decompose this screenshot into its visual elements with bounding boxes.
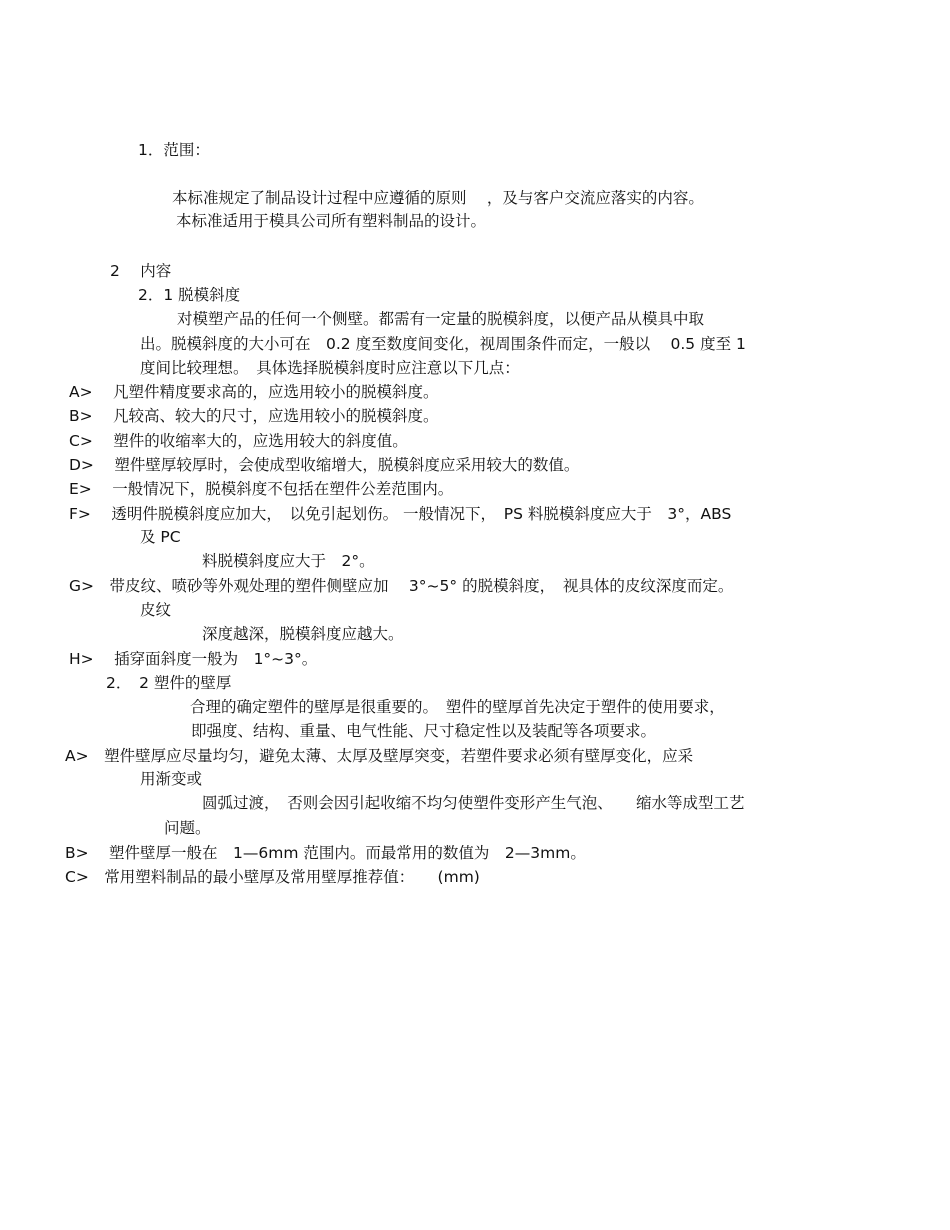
- draft-item-h: H> 插穿面斜度一般为 1°~3°。: [69, 650, 318, 668]
- scope-paragraph-line-2: 本标准适用于模具公司所有塑料制品的设计。: [176, 212, 487, 230]
- wall-paragraph-line-1: 合理的确定塑件的壁厚是很重要的。 塑件的壁厚首先决定于塑件的使用要求，: [190, 698, 725, 716]
- draft-paragraph-line-3: 度间比较理想。 具体选择脱模斜度时应注意以下几点：: [140, 359, 520, 377]
- wall-paragraph-line-2: 即强度、结构、重量、电气性能、尺寸稳定性以及装配等各项要求。: [191, 722, 657, 740]
- section-2-heading: 2 内容: [110, 262, 172, 280]
- scope-paragraph-line-1: 本标准规定了制品设计过程中应遵循的原则 ，及与客户交流应落实的内容。: [172, 189, 704, 207]
- wall-item-c: C> 常用塑料制品的最小壁厚及常用壁厚推荐值： (mm): [65, 868, 480, 886]
- draft-item-g: G> 带皮纹、喷砂等外观处理的塑件侧壁应加 3°~5° 的脱模斜度， 视具体的皮纹深度而定。: [69, 577, 734, 595]
- wall-item-a-continuation-1: 用渐变或: [140, 770, 203, 788]
- draft-item-f-continuation-1: 及 PC: [140, 528, 181, 546]
- draft-item-d: D> 塑件壁厚较厚时，会使成型收缩增大，脱模斜度应采用较大的数值。: [69, 456, 580, 474]
- draft-item-f: F> 透明件脱模斜度应加大， 以免引起划伤。 一般情况下， PS 料脱模斜度应大于 3°，ABS: [69, 505, 732, 523]
- section-2-2-heading: 2． 2 塑件的壁厚: [106, 674, 232, 692]
- draft-item-e: E> 一般情况下，脱模斜度不包括在塑件公差范围内。: [69, 480, 454, 498]
- section-1-heading: 1．范围：: [138, 141, 210, 159]
- section-2-1-heading: 2．1 脱模斜度: [138, 286, 241, 304]
- draft-paragraph-line-1: 对模塑产品的任何一个侧壁。都需有一定量的脱模斜度，以便产品从模具中取: [177, 310, 705, 328]
- wall-item-b: B> 塑件壁厚一般在 1—6mm 范围内。而最常用的数值为 2—3mm。: [65, 844, 586, 862]
- wall-item-a-continuation-2: 圆弧过渡， 否则会因引起收缩不均匀使塑件变形产生气泡、 缩水等成型工艺: [202, 794, 745, 812]
- draft-item-g-continuation-1: 皮纹: [140, 601, 172, 619]
- draft-item-g-continuation-2: 深度越深，脱模斜度应越大。: [202, 625, 404, 643]
- wall-item-a-continuation-3: 问题。: [164, 819, 211, 837]
- draft-item-a: A> 凡塑件精度要求高的，应选用较小的脱模斜度。: [69, 383, 439, 401]
- draft-paragraph-line-2: 出。脱模斜度的大小可在 0.2 度至数度间变化，视周围条件而定，一般以 0.5 度至 1: [140, 335, 746, 353]
- draft-item-b: B> 凡较高、较大的尺寸，应选用较小的脱模斜度。: [69, 407, 439, 425]
- draft-item-c: C> 塑件的收缩率大的，应选用较大的斜度值。: [69, 432, 408, 450]
- draft-item-f-continuation-2: 料脱模斜度应大于 2°。: [202, 552, 375, 570]
- wall-item-a: A> 塑件壁厚应尽量均匀，避免太薄、太厚及壁厚突变，若塑件要求必须有壁厚变化，应采: [65, 747, 694, 765]
